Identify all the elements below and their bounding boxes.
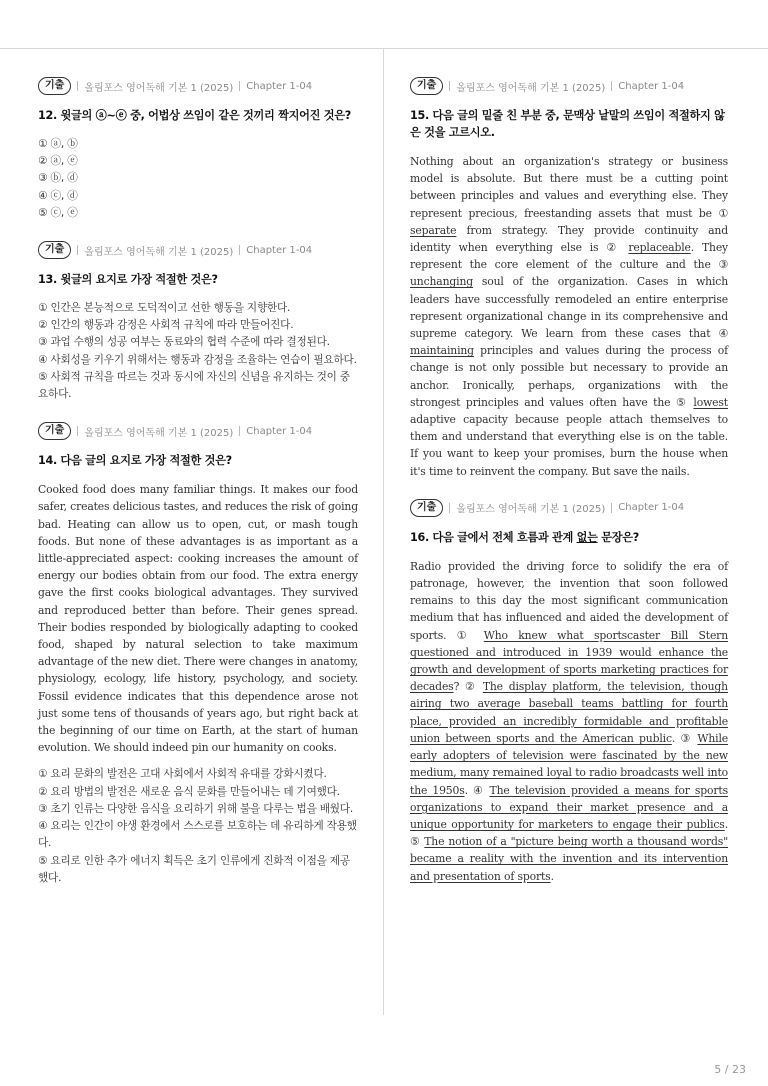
separator <box>239 245 240 255</box>
question-title <box>410 529 728 546</box>
reading-passage: Cooked food does many familiar things. It makes our food safer, creates delicious tastes, and reduces the risk of going bad. Heating can allow us to open, cut, or mash tough foods. But none of these advantages is as important as a little-appreciated aspect: cooking increases the amount of energy our bodies obtain from our food. The extra energy gave the first cooks biological advantages. They survived and reproduced better than before. Their genes spread. Their bodies responded by biologically adapting to cooked food, shaped by natural selection to take maximum advantage of the new diet. There were changes in anatomy, physiology, ecology, life history, psychology, and society. Fossil evidence indicates that this dependence arose not just some tens of thousands of years ago, but right back at the beginning of our time on Earth, at the start of human evolution. We should indeed pin our humanity on cooks. <box>38 483 358 755</box>
underlined-sentence: The display platform, the television, though airing two average baseball teams battling for fourth place, provided an incredibly formidable and profitable union between sports and the American public <box>410 680 728 745</box>
chapter-label: Chapter 1-04 <box>618 502 685 514</box>
passage-text: . ④ <box>464 783 490 797</box>
underlined-word: unchanging <box>410 275 474 289</box>
choice-item[interactable]: ④ ⓒ, ⓓ <box>38 189 78 202</box>
passage-text: Nothing about an organization's strategy or business model is absolute. But there must be a cutting point between principles and values and everything else. They represent precious, freestanding assets that must be ① <box>410 155 728 220</box>
underlined-sentence: While early adopters of television were fascinated by the new medium, many remained loyal to radio broadcasts well into the 1950s <box>410 731 728 797</box>
question-12 <box>38 76 358 222</box>
choice-list <box>38 766 358 886</box>
title-text: 16. 다음 글에서 전체 흐름과 관계 <box>410 530 577 544</box>
choice-item[interactable]: ① ⓐ, ⓑ <box>38 138 78 150</box>
source-tag <box>38 240 358 260</box>
separator <box>77 81 78 91</box>
separator <box>449 81 450 91</box>
passage-text: . <box>550 869 554 883</box>
exam-badge: 기출 <box>410 77 443 95</box>
passage-text: principles and values during the process of change is not only possible but necessary to provide an anchor. Ironically, perhaps, organizations with the strongest principles and values often have the ⑤ <box>410 344 728 409</box>
source-label: 올림포스 영어독해 기본 1 (2025) <box>84 246 234 258</box>
underlined-sentence: The notion of a "picture being worth a thousand words" became a reality with the invention and its intervention and presentation of sports <box>410 835 729 883</box>
choice-item[interactable]: ③ 과업 수행의 성공 여부는 동료와의 협력 수준에 따라 결정된다. <box>38 336 330 349</box>
choice-item[interactable]: ② 인간의 행동과 감정은 사회적 규칙에 따라 만들어진다. <box>38 319 294 332</box>
chapter-label: Chapter 1-04 <box>246 425 313 437</box>
chapter-label: Chapter 1-04 <box>246 80 313 92</box>
passage-text: soul of the organization. Cases in which leaders have successfully remodeled an entire enterprise represent organizational change in its comprehensive and supreme category. We learn from these cases that ④ <box>410 275 728 341</box>
choice-item[interactable]: ⑤ 요리로 인한 추가 에너지 획득은 초기 인류에게 진화적 이점을 제공했다. <box>38 854 350 884</box>
underlined-word: maintaining <box>410 344 474 358</box>
separator <box>239 81 240 91</box>
question-16 <box>410 498 728 885</box>
choice-item[interactable]: ④ 요리는 인간이 야생 환경에서 스스로를 보호하는 데 유리하게 작용했다. <box>38 820 357 850</box>
passage-text: . ③ <box>671 731 698 745</box>
separator <box>77 245 78 255</box>
exam-badge: 기출 <box>38 241 71 259</box>
separator <box>611 503 612 513</box>
separator <box>611 81 612 91</box>
chapter-label: Chapter 1-04 <box>618 80 685 92</box>
source-label: 올림포스 영어독해 기본 1 (2025) <box>456 504 606 516</box>
choice-item[interactable]: ① 인간은 본능적으로 도덕적이고 선한 행동을 지향한다. <box>38 302 291 315</box>
chapter-label: Chapter 1-04 <box>246 244 313 256</box>
source-tag <box>410 498 728 518</box>
choice-item[interactable]: ④ 사회성을 키우기 위해서는 행동과 감정을 조율하는 연습이 필요하다. <box>38 353 357 366</box>
underlined-sentence: Who knew what sportscaster Bill Stern questioned and introduced in 1939 would enhance the growth and development of sports marketing practices for decades <box>410 628 728 694</box>
reading-passage <box>410 558 728 885</box>
source-tag <box>410 76 728 96</box>
left-column <box>38 76 358 905</box>
exam-badge: 기출 <box>38 422 71 440</box>
question-14 <box>38 421 358 887</box>
separator <box>77 426 78 436</box>
passage-text: . They represent the core element of the culture and the ③ <box>410 241 729 272</box>
question-title: 12. 윗글의 ⓐ~ⓔ 중, 어법상 쓰임이 같은 것끼리 짝지어진 것은? <box>38 109 351 122</box>
right-column <box>410 76 728 903</box>
header-rule <box>0 48 768 49</box>
title-emphasis: 없는 <box>576 530 598 544</box>
column-divider <box>383 49 384 1015</box>
choice-item[interactable]: ③ 초기 인류는 다양한 음식을 요리하기 위해 불을 다루는 법을 배웠다. <box>38 802 354 815</box>
source-label: 올림포스 영어독해 기본 1 (2025) <box>456 82 606 94</box>
choice-item[interactable]: ① 요리 문화의 발전은 고대 사회에서 사회적 유대를 강화시켰다. <box>38 768 327 781</box>
passage-text: . ⑤ <box>410 817 728 849</box>
question-title: 14. 다음 글의 요지로 가장 적절한 것은? <box>38 454 232 468</box>
underlined-sentence: The television provided a means for sports organizations to expand their market presence and a unique opportunity for marketers to engage their publics <box>410 783 728 831</box>
passage-text: adaptive capacity because people attach themselves to them and understand that everything else is on the table. If you want to keep your promises, burn the house when it's time to reinvent the company. But save the nails. <box>410 413 728 478</box>
question-title: 15. 다음 글의 밑줄 친 부분 중, 문맥상 낱말의 쓰임이 적절하지 않은 것을 고르시오. <box>410 109 725 139</box>
exam-badge: 기출 <box>38 77 71 95</box>
underlined-word: separate <box>410 223 457 237</box>
source-label: 올림포스 영어독해 기본 1 (2025) <box>84 82 234 94</box>
source-tag <box>38 421 358 441</box>
separator <box>239 426 240 436</box>
passage-text: Radio provided the driving force to solidify the era of patronage, however, the invention that soon followed remains to this day the most significant communication medium that has influenced and aided the development of sports. ① <box>410 559 728 642</box>
choice-list <box>38 300 358 403</box>
exam-badge: 기출 <box>410 499 443 517</box>
passage-text: from strategy. They provide continuity and identity when everything else is ② <box>410 223 728 255</box>
choice-item[interactable]: ⑤ 사회적 규칙을 따르는 것과 동시에 자신의 신념을 유지하는 것이 중요하다. <box>38 370 350 401</box>
choice-list <box>38 136 358 222</box>
page-number: 5 / 23 <box>714 1063 746 1076</box>
question-13 <box>38 240 358 403</box>
question-title: 13. 윗글의 요지로 가장 적절한 것은? <box>38 273 218 287</box>
question-15 <box>410 76 728 480</box>
title-text: 문장은? <box>597 530 639 544</box>
choice-item[interactable]: ③ ⓑ, ⓓ <box>38 172 78 185</box>
choice-item[interactable]: ⑤ ⓒ, ⓔ <box>38 206 78 219</box>
separator <box>449 503 450 513</box>
reading-passage <box>410 153 728 480</box>
source-tag <box>38 76 358 96</box>
source-label: 올림포스 영어독해 기본 1 (2025) <box>84 427 234 439</box>
choice-item[interactable]: ② ⓐ, ⓔ <box>38 155 78 168</box>
underlined-word: lowest <box>693 395 728 409</box>
passage-text: ? ② <box>453 680 483 694</box>
choice-item[interactable]: ② 요리 방법의 발전은 새로운 음식 문화를 만들어내는 데 기여했다. <box>38 785 340 798</box>
underlined-word: replaceable <box>628 241 691 255</box>
